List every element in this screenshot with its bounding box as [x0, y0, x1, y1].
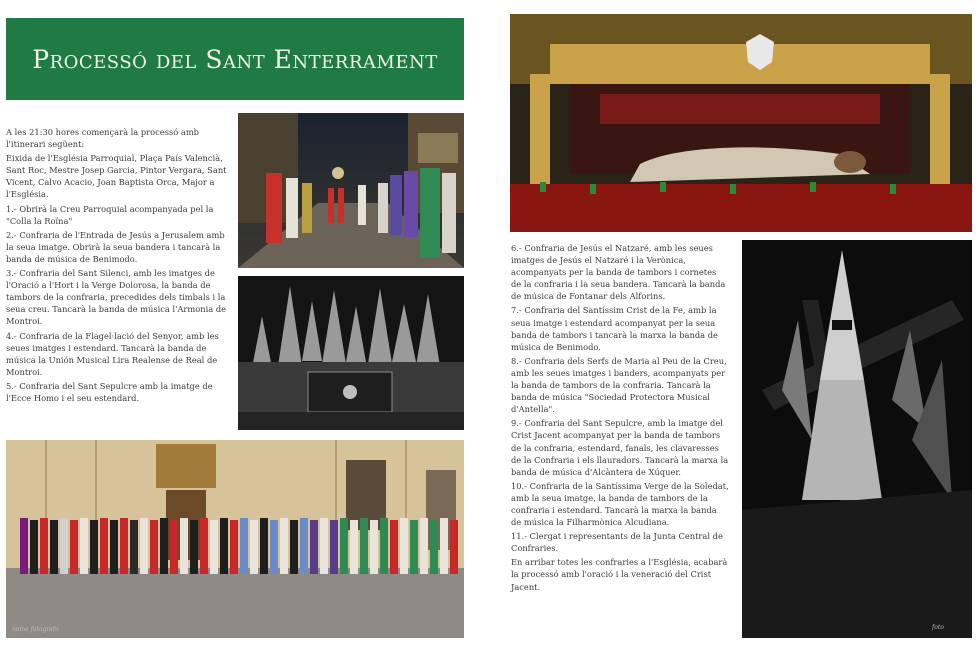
list-item: 8.- Confraria dels Serfs de Maria al Peu de la Creu, amb les seues imatges i banders, acompanyats per la banda de tambors de la confraria. Tancarà la banda de música "Sociedad Protectora Musical d'Antella".	[511, 355, 727, 415]
photo-street-procession	[238, 113, 464, 268]
list-item: 10.- Confraria de la Santíssima Verge de la Soledat, amb la seua imatge, la banda de tambors de la confraria i estendard. Tancarà la marxa la banda de música la Filharmònica Alcudiana.	[511, 480, 729, 528]
photo-credit: nome fotografo	[12, 626, 59, 633]
list-item: 3.- Confraria del Sant Silenci, amb les imatges de l'Oració a l'Hort i la Verge Dolorosa, la banda de tambors de la confraria, precedides dels timbals i la seua creu. Tancarà la banda de música l'Armonia de Montroi.	[6, 268, 227, 327]
right-page	[490, 0, 980, 656]
list-item: 5.- Confraria del Sant Sepulcre amb la imatge de l'Ecce Homo i el seu estendard.	[6, 380, 213, 403]
intro-text: A les 21:30 hores començarà la processó amb l'itinerari següent:	[6, 127, 199, 150]
photo-credit: foto	[932, 624, 944, 631]
photo-crist-jacent	[510, 14, 972, 232]
right-text-column	[511, 242, 729, 595]
list-item: 7.- Confraria del Santíssim Crist de la Fe, amb la seua imatge i estendard acompanyat per la seua banda de tambors i tancarà la marxa la banda de música de Benimodo.	[511, 305, 718, 352]
photo-penitent-cross	[742, 240, 972, 638]
route-text: Eixida de l'Església Parroquial, Plaça País Valencià, Sant Roc, Mestre Josep Garcia, Pintor Vergara, Sant Vicent, Calvo Acacio, Joan Baptista Orca, Major a l'Església.	[6, 153, 227, 200]
closing-text: En arribar totes les confraries a l'Església, acabarà la processó amb l'oració i la veneració del Crist Jacent.	[511, 557, 728, 592]
list-item: 4.- Confraria de la Flagel·lació del Senyor, amb les seues imatges i estendard. Tancarà la banda de música la Unión Musical Lira Realense de Real de Montroi.	[6, 330, 219, 377]
photo-group-church	[6, 440, 464, 638]
list-item: 6.- Confraria de Jesús el Natzaré, amb les seues imatges de Jesús el Natzaré i la Verònica, acompanyats per la banda de tambors i cornetes de la confraria i la seua bandera. Tancarà la banda de música de Fontanar dels Alforins.	[511, 243, 726, 302]
list-item: 2.- Confraria de l'Entrada de Jesús a Jerusalem amb la seua imatge. Obrirà la seua bandera i tancarà la banda de música de Benimodo.	[6, 229, 225, 264]
list-item: 1.- Obrirà la Creu Parroquial acompanyada pel la "Colla la Roïna"	[6, 203, 214, 226]
list-item: 11.- Clergat i representants de la Junta Central de Confraries.	[511, 531, 723, 554]
page-title: Processó del Sant Enterrament	[6, 18, 464, 100]
left-text-column	[6, 126, 228, 406]
list-item: 9.- Confraria del Sant Sepulcre, amb la imatge del Crist Jacent acompanyat per la banda de tambors de la confraria, estendard, fanals, les clavaresses de la Confraria i els llauradors. Tancarà la marxa la banda de música d'Alcàntera de Xúquer.	[511, 418, 729, 477]
photo-hooded-penitents	[238, 276, 464, 430]
